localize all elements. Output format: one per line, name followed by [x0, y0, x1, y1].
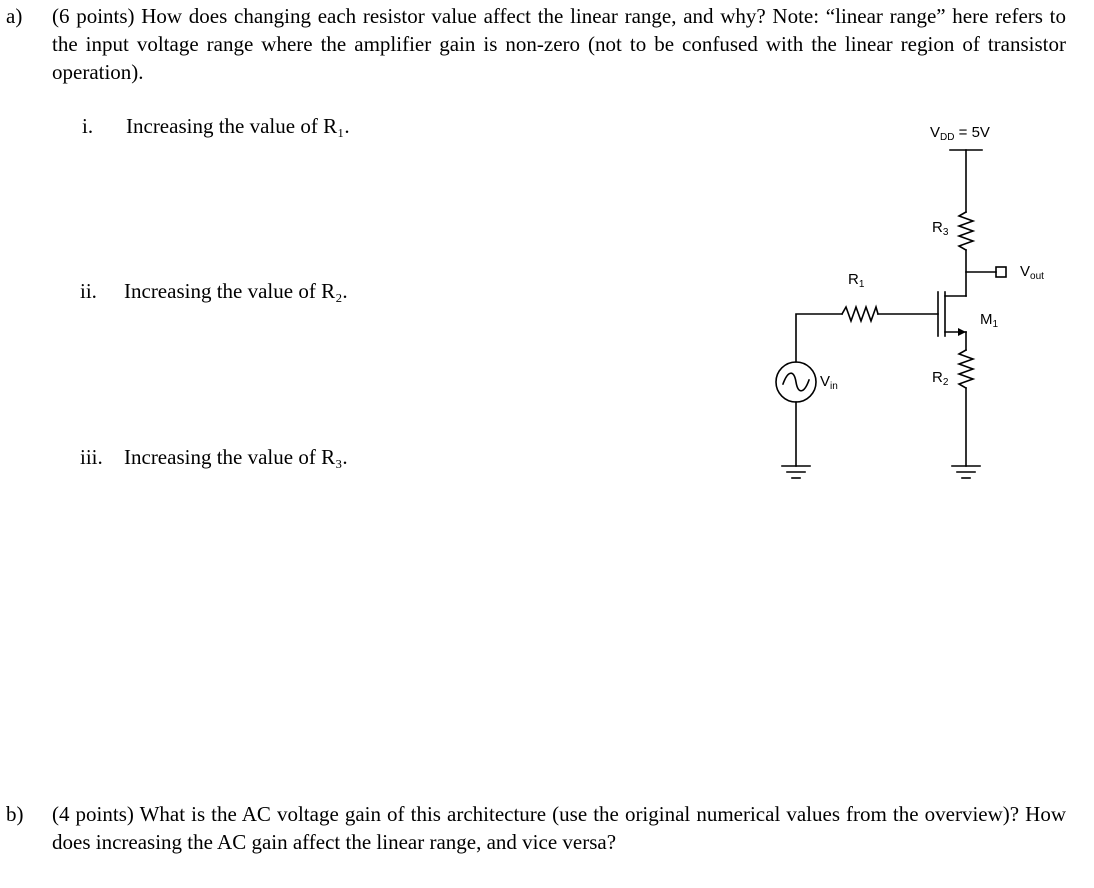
- question-a-label: a): [6, 4, 23, 28]
- m1-label: $M_1$: [980, 311, 999, 330]
- question-a-text: (6 points) How does changing each resistor value affect the linear range, and why? Note: “linear range” here refers to the input voltage range where the amplifier gain is non-zero (not to be confused with the linear region of transistor operation).: [52, 4, 1066, 84]
- subquestion-number: iii.: [80, 445, 103, 469]
- r2-label: $R_2$: [932, 369, 949, 388]
- vout-label: $V_{out}$: [1020, 263, 1044, 282]
- subquestion-text: Increasing the value of R₂.: [124, 279, 348, 303]
- sine-symbol: [783, 373, 809, 391]
- question-b-label: b): [6, 802, 24, 826]
- subquestion-text: Increasing the value of R₃.: [124, 445, 348, 469]
- vout-terminal: [996, 267, 1006, 277]
- vin-label: $V_{in}$: [820, 373, 838, 392]
- subquestion-text: Increasing the value of R₁.: [126, 114, 350, 138]
- resistor-r1: [842, 307, 878, 321]
- subquestion-number: ii.: [80, 279, 97, 303]
- question-b-text: (4 points) What is the AC voltage gain of this architecture (use the original numerical values from the overview)? How does increasing the AC gain affect the linear range, and vice versa?: [52, 802, 1066, 854]
- subquestion-number: i.: [82, 114, 94, 138]
- resistor-r3: [959, 212, 973, 250]
- r1-label: $R_1$: [848, 271, 865, 290]
- vdd-label: $V_{DD} = 5V$: [930, 124, 990, 143]
- r3-label: $R_3$: [932, 219, 949, 238]
- question-b: [6, 800, 1066, 860]
- resistor-r2: [959, 350, 973, 388]
- wire: [796, 314, 842, 362]
- mosfet-source-arrow: [958, 328, 966, 336]
